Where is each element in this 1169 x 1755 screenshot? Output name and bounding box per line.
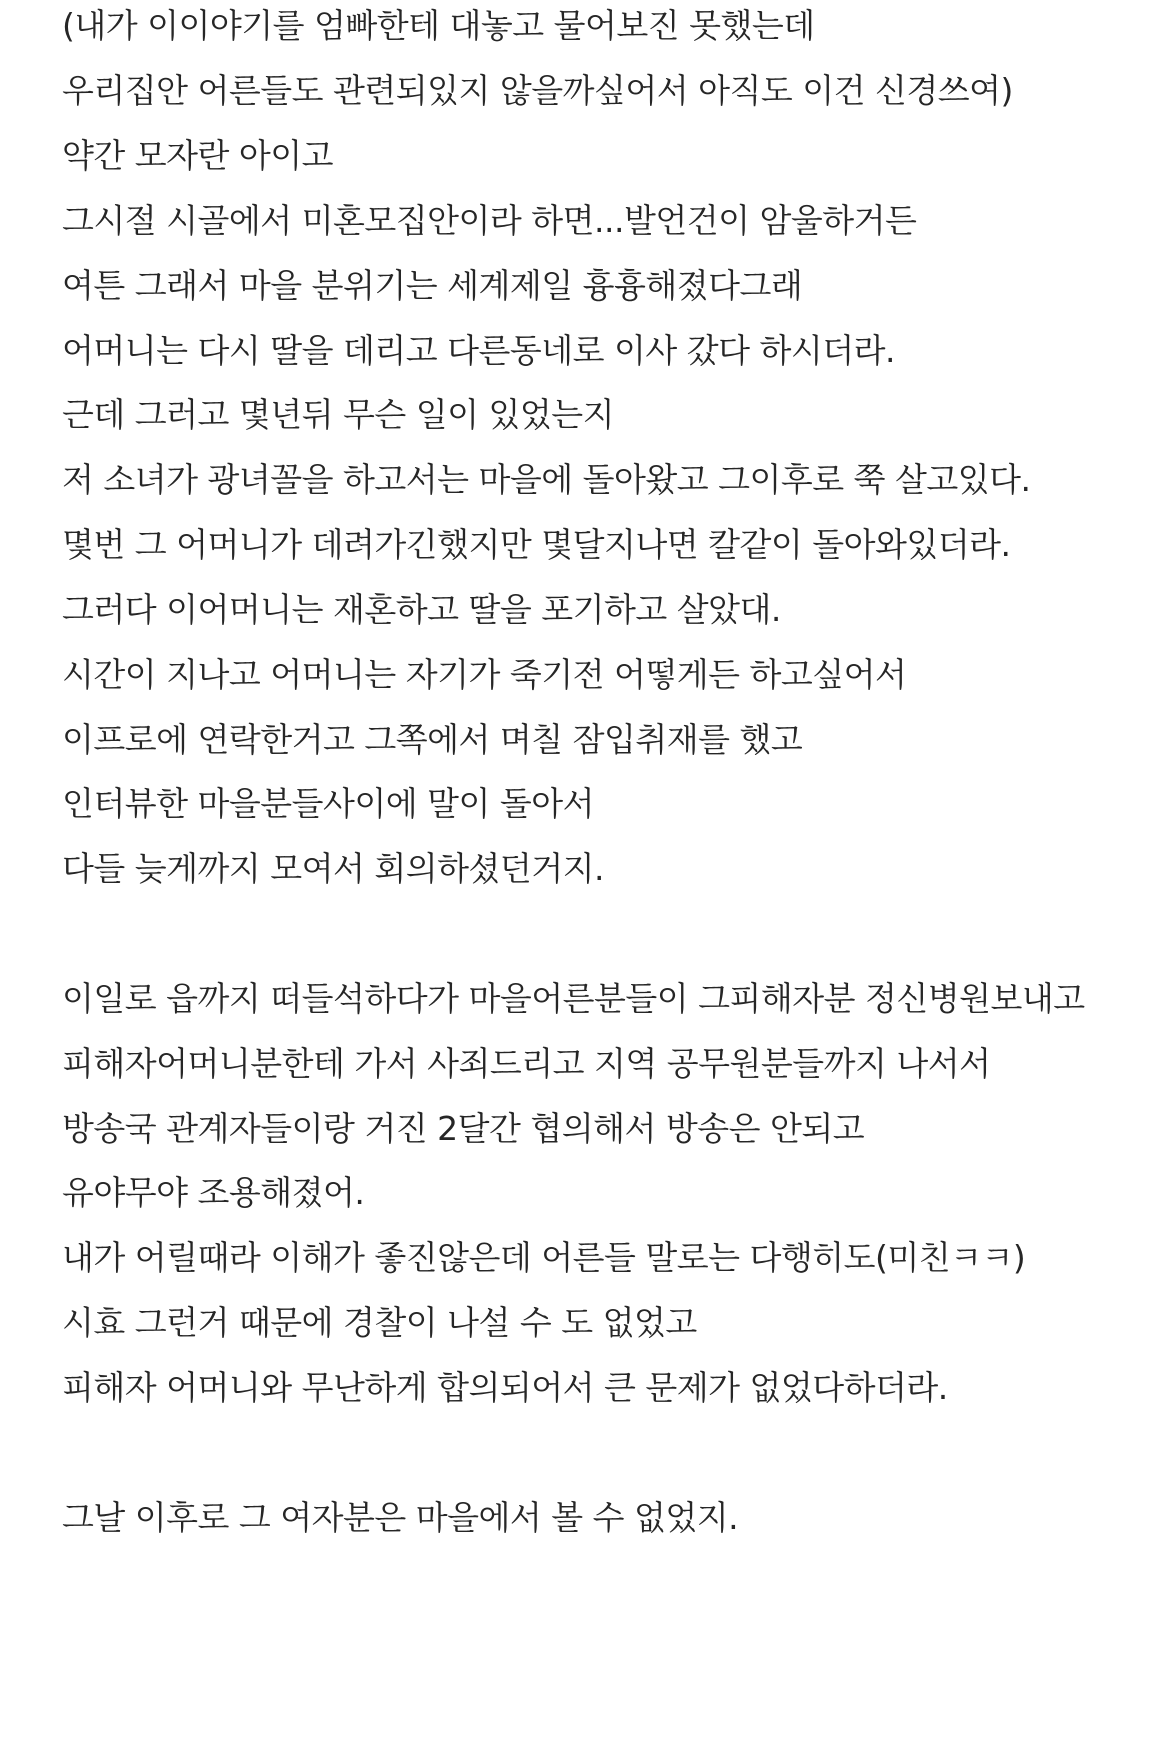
text-line: (내가 이이야기를 엄빠한테 대놓고 물어보진 못했는데 xyxy=(62,6,815,45)
text-line: 이일로 읍까지 떠들석하다가 마을어른분들이 그피해자분 정신병원보내고 xyxy=(62,979,1085,1018)
text-line: 그시절 시골에서 미혼모집안이라 하면...발언건이 암울하거든 xyxy=(62,201,917,240)
text-line: 시효 그런거 때문에 경찰이 나설 수 도 없었고 xyxy=(62,1303,697,1342)
text-line: 약간 모자란 아이고 xyxy=(62,136,334,175)
text-line: 다들 늦게까지 모여서 회의하셨던거지. xyxy=(62,849,605,888)
text-line: 방송국 관계자들이랑 거진 2달간 협의해서 방송은 안되고 xyxy=(62,1109,865,1148)
text-line: 그러다 이어머니는 재혼하고 딸을 포기하고 살았대. xyxy=(62,590,781,629)
text-line: 그날 이후로 그 여자분은 마을에서 볼 수 없었지. xyxy=(62,1498,739,1537)
text-line: 저 소녀가 광녀꼴을 하고서는 마을에 돌아왔고 그이후로 쭉 살고있다. xyxy=(62,460,1031,499)
text-line: 어머니는 다시 딸을 데리고 다른동네로 이사 갔다 하시더라. xyxy=(62,331,895,370)
text-line: 피해자 어머니와 무난하게 합의되어서 큰 문제가 없었다하더라. xyxy=(62,1368,948,1407)
text-line: 시간이 지나고 어머니는 자기가 죽기전 어떻게든 하고싶어서 xyxy=(62,655,907,694)
text-line: 유야무야 조용해졌어. xyxy=(62,1173,365,1212)
text-line: 내가 어릴때라 이해가 좋진않은데 어른들 말로는 다행히도(미친ㅋㅋ) xyxy=(62,1238,1026,1277)
text-line: 몇번 그 어머니가 데려가긴했지만 몇달지나면 칼같이 돌아와있더라. xyxy=(62,525,1011,564)
text-line: 근데 그러고 몇년뒤 무슨 일이 있었는지 xyxy=(62,395,614,434)
text-line: 이프로에 연락한거고 그쪽에서 며칠 잠입취재를 했고 xyxy=(62,720,803,759)
text-line: 우리집안 어른들도 관련되있지 않을까싶어서 아직도 이건 신경쓰여) xyxy=(62,71,1013,110)
text-line: 인터뷰한 마을분들사이에 말이 돌아서 xyxy=(62,784,595,823)
text-line: 여튼 그래서 마을 분위기는 세계제일 흉흉해졌다그래 xyxy=(62,266,803,305)
text-line: 피해자어머니분한테 가서 사죄드리고 지역 공무원분들까지 나서서 xyxy=(62,1044,991,1083)
